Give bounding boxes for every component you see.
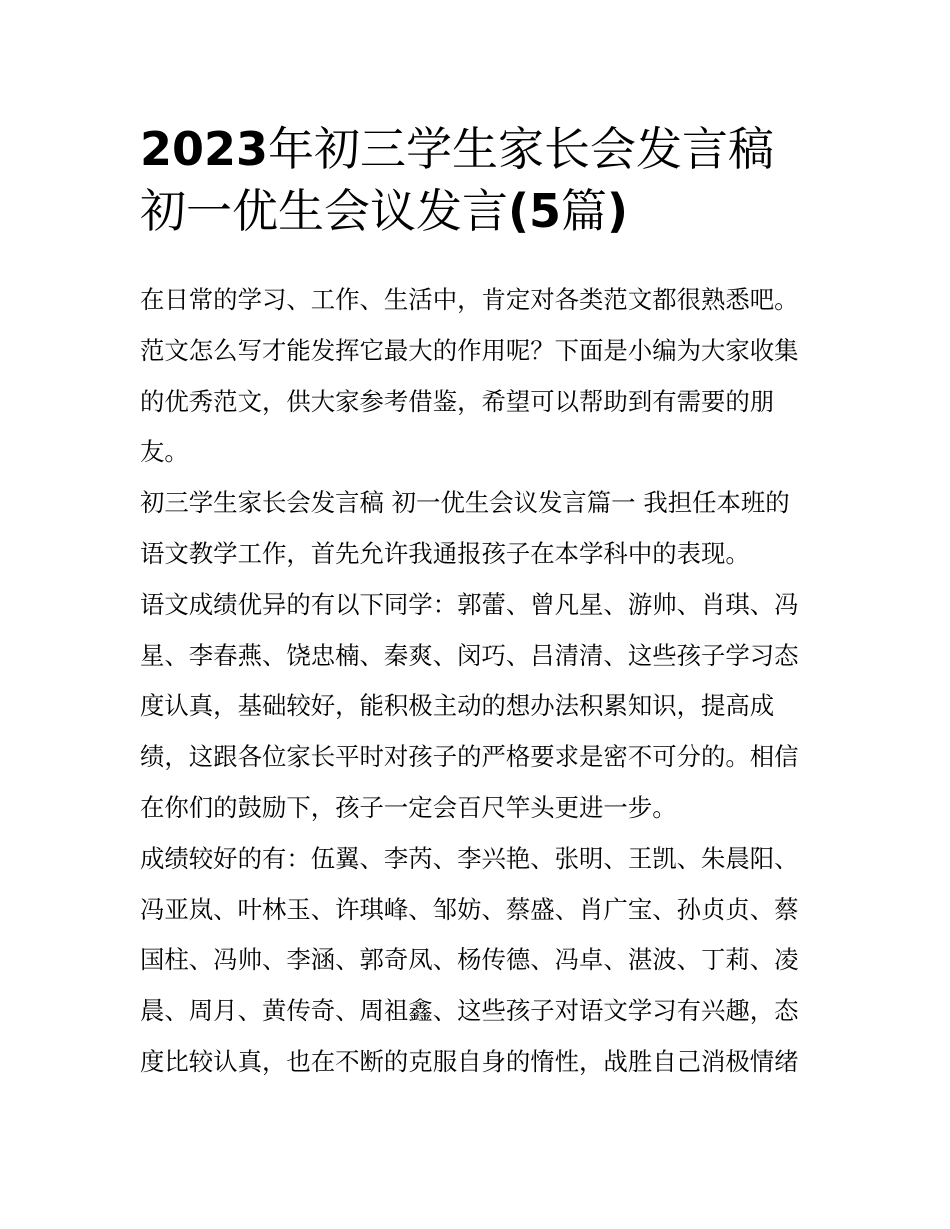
- paragraph-section-1-opening: [140, 478, 820, 580]
- title-line-1: [140, 118, 830, 180]
- text-line: 的优秀范文，供大家参考借鉴，希望可以帮助到有需要的朋: [140, 386, 775, 416]
- text-line: 国柱、冯帅、李涵、郭奇凤、杨传德、冯卓、湛波、丁莉、凌: [140, 945, 799, 975]
- paragraph-excellent-students: [140, 580, 820, 834]
- text-line: 语文成绩优异的有以下同学：郭蕾、曾凡星、游帅、肖琪、冯: [140, 589, 799, 619]
- title-line-2-text: 初一优生会议发言: [140, 184, 508, 238]
- paragraph-intro: [140, 275, 820, 478]
- text-line: 度认真，基础较好，能积极主动的想办法积累知识，提高成: [140, 691, 775, 721]
- title-year: 2023: [140, 122, 269, 176]
- title-count-open: (5: [508, 184, 562, 238]
- text-line: 度比较认真，也在不断的克服自身的惰性，战胜自己消极情绪: [140, 1046, 799, 1076]
- paragraph-good-students: [140, 834, 820, 1088]
- text-line: 语文教学工作，首先允许我通报孩子在本学科中的表现。: [140, 538, 750, 568]
- text-line: 友。: [140, 437, 189, 467]
- text-line: 成绩较好的有：伍翼、李芮、李兴艳、张明、王凯、朱晨阳、: [140, 843, 799, 873]
- title-line-1-text: 年初三学生家长会发言稿: [268, 122, 775, 176]
- text-line: 绩，这跟各位家长平时对孩子的严格要求是密不可分的。相信: [140, 742, 799, 772]
- text-line: 范文怎么写才能发挥它最大的作用呢？下面是小编为大家收集: [140, 335, 799, 365]
- document-title: [140, 118, 830, 242]
- text-line: 星、李春燕、饶忠楠、秦爽、闵巧、吕清清、这些孩子学习态: [140, 640, 799, 670]
- title-count-unit: 篇: [561, 184, 608, 238]
- title-count-close: ): [607, 184, 629, 238]
- title-line-2: [140, 180, 830, 242]
- text-line: 初三学生家长会发言稿 初一优生会议发言篇一 我担任本班的: [140, 488, 790, 518]
- document-body: [140, 275, 820, 1088]
- text-line: 晨、周月、黄传奇、周祖鑫、这些孩子对语文学习有兴趣，态: [140, 996, 799, 1026]
- text-line: 在你们的鼓励下，孩子一定会百尺竿头更进一步。: [140, 792, 677, 822]
- text-line: 在日常的学习、工作、生活中，肯定对各类范文都很熟悉吧。: [140, 285, 799, 314]
- text-line: 冯亚岚、叶林玉、许琪峰、邹妨、蔡盛、肖广宝、孙贞贞、蔡: [140, 894, 799, 924]
